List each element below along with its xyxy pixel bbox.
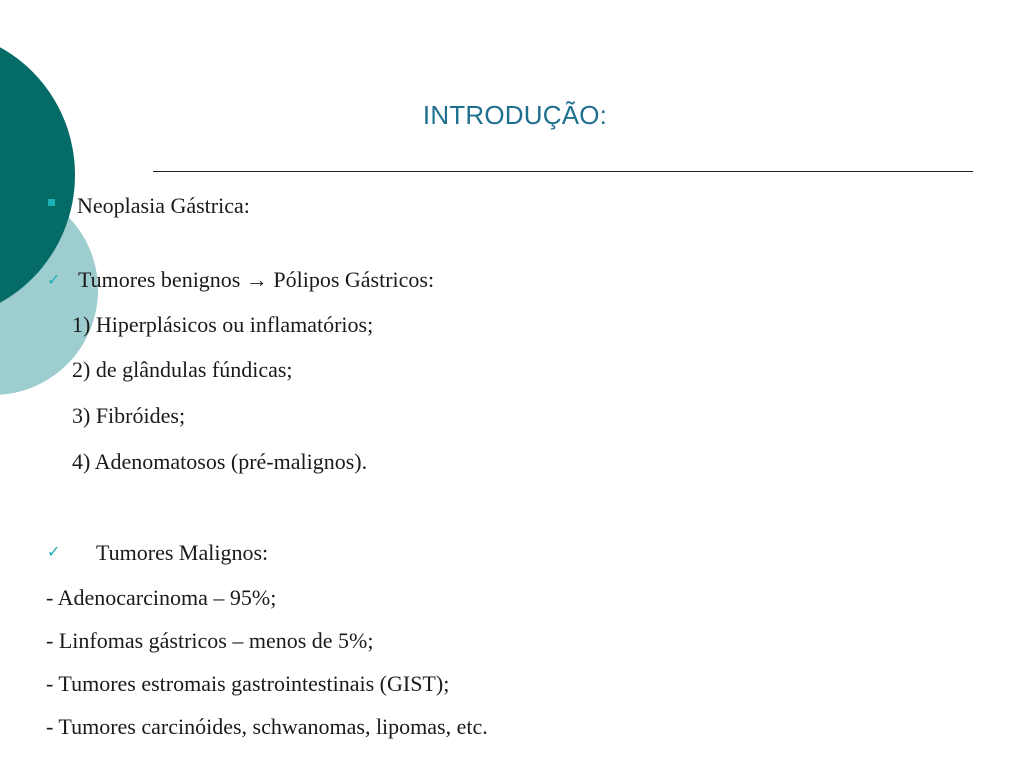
benign-item: 4) Adenomatosos (pré-malignos). xyxy=(72,449,368,474)
title-underline xyxy=(153,171,973,172)
checkmark-icon: ✓ xyxy=(47,542,61,561)
checkmark-icon: ✓ xyxy=(47,270,61,289)
malignant-item: - Linfomas gástricos – menos de 5%; xyxy=(46,628,374,653)
benign-item: 1) Hiperplásicos ou inflamatórios; xyxy=(72,312,374,337)
malignant-heading: Tumores Malignos: xyxy=(96,540,269,565)
slide-title: INTRODUÇÃO: xyxy=(422,100,608,130)
malignant-item: - Adenocarcinoma – 95%; xyxy=(46,585,277,610)
benign-item: 3) Fibróides; xyxy=(72,403,186,428)
malignant-item: - Tumores estromais gastrointestinais (GIST); xyxy=(46,671,450,696)
malignant-item: - Tumores carcinóides, schwanomas, lipomas, etc. xyxy=(46,714,488,739)
benign-heading: Tumores benignos → Pólipos Gástricos: xyxy=(78,267,435,292)
benign-item: 2) de glândulas fúndicas; xyxy=(72,357,293,382)
section-heading: Neoplasia Gástrica: xyxy=(77,193,250,218)
square-bullet-icon xyxy=(48,199,55,206)
